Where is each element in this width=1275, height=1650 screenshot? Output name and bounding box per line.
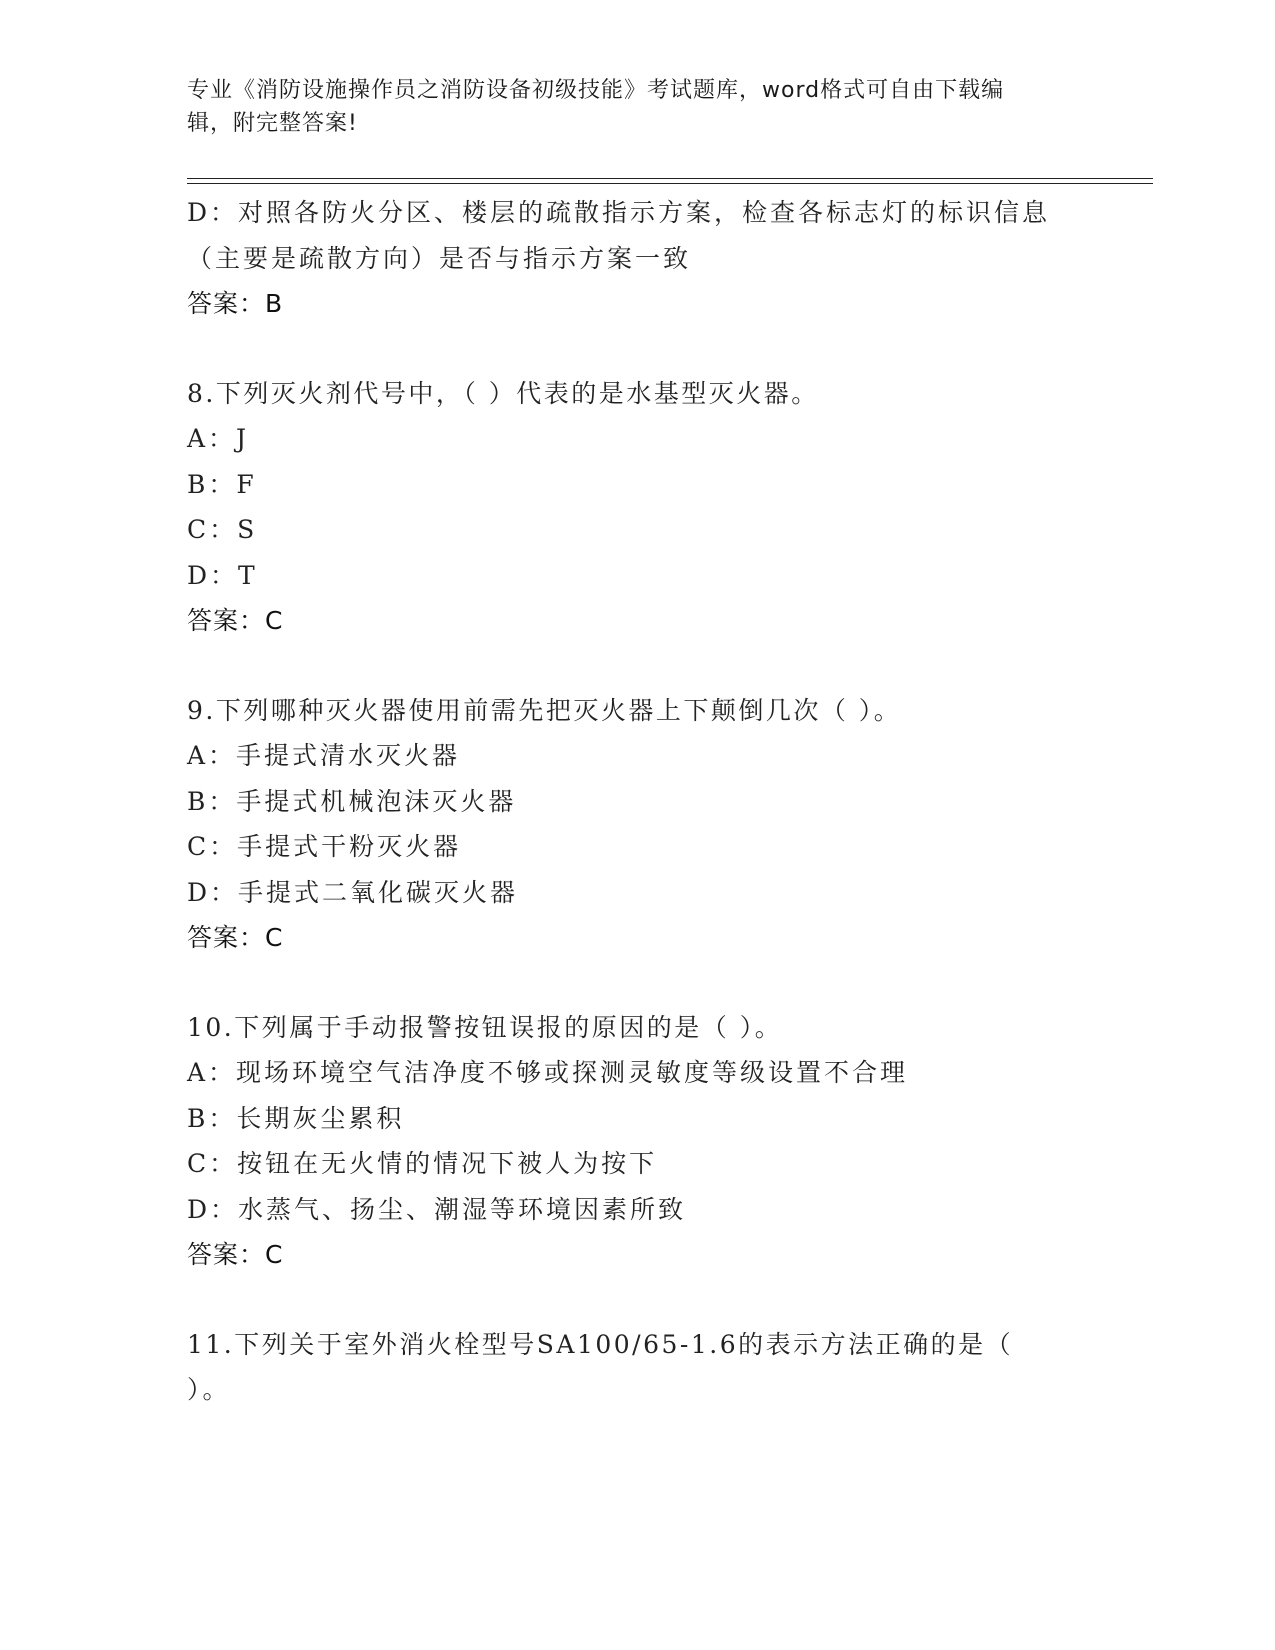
question-gap [187, 1278, 1087, 1322]
option-a: A：手提式清水灭火器 [187, 741, 461, 770]
option-d: D：T [187, 560, 258, 590]
answer-label: 答案：C [187, 1240, 284, 1269]
question-list [187, 190, 1087, 1413]
header-line-2: 辑，附完整答案! [187, 111, 358, 136]
question-gap [187, 327, 1087, 371]
option-b: B：F [187, 469, 257, 499]
option-b: B：长期灰尘累积 [187, 1103, 405, 1133]
option-d: D：水蒸气、扬尘、潮湿等环境因素所致 [187, 1194, 687, 1224]
question-9 [187, 688, 1087, 961]
option-c: C：手提式干粉灭火器 [187, 832, 462, 861]
previous-question-tail [187, 190, 1087, 327]
document-header [187, 74, 1067, 140]
answer-label: 答案：C [187, 606, 284, 635]
option-a: A：现场环境空气洁净度不够或探测灵敏度等级设置不合理 [187, 1058, 909, 1087]
option-d-line-1: D：对照各防火分区、楼层的疏散指示方案，检查各标志灯的标识信息 [187, 198, 1051, 227]
question-gap [187, 961, 1087, 1005]
question-stem-line-1: 11.下列关于室外消火栓型号SA100/65-1.6的表示方法正确的是（ [187, 1329, 1014, 1359]
question-8 [187, 371, 1087, 644]
question-stem-line-2: ）。 [187, 1375, 231, 1404]
option-c: C：按钮在无火情的情况下被人为按下 [187, 1149, 658, 1178]
option-b: B：手提式机械泡沫灭火器 [187, 786, 517, 816]
option-d: D：手提式二氧化碳灭火器 [187, 877, 519, 907]
option-c: C：S [187, 515, 258, 544]
option-a: A：J [187, 424, 250, 453]
question-stem: 9.下列哪种灭火器使用前需先把灭火器上下颠倒几次（ ）。 [187, 695, 902, 725]
header-divider-bottom [187, 183, 1153, 184]
question-stem: 8.下列灭火剂代号中，（ ）代表的是水基型灭火器。 [187, 378, 819, 408]
question-gap [187, 644, 1087, 688]
answer-label: 答案：C [187, 923, 284, 952]
header-line-1: 专业《消防设施操作员之消防设备初级技能》考试题库，word格式可自由下载编 [187, 78, 1005, 103]
answer-label: 答案：B [187, 289, 284, 318]
option-d-line-2: （主要是疏散方向）是否与指示方案一致 [187, 243, 692, 273]
question-10 [187, 1005, 1087, 1278]
question-stem: 10.下列属于手动报警按钮误报的原因的是（ ）。 [187, 1012, 783, 1042]
header-divider-top [187, 178, 1153, 179]
question-11 [187, 1322, 1087, 1413]
